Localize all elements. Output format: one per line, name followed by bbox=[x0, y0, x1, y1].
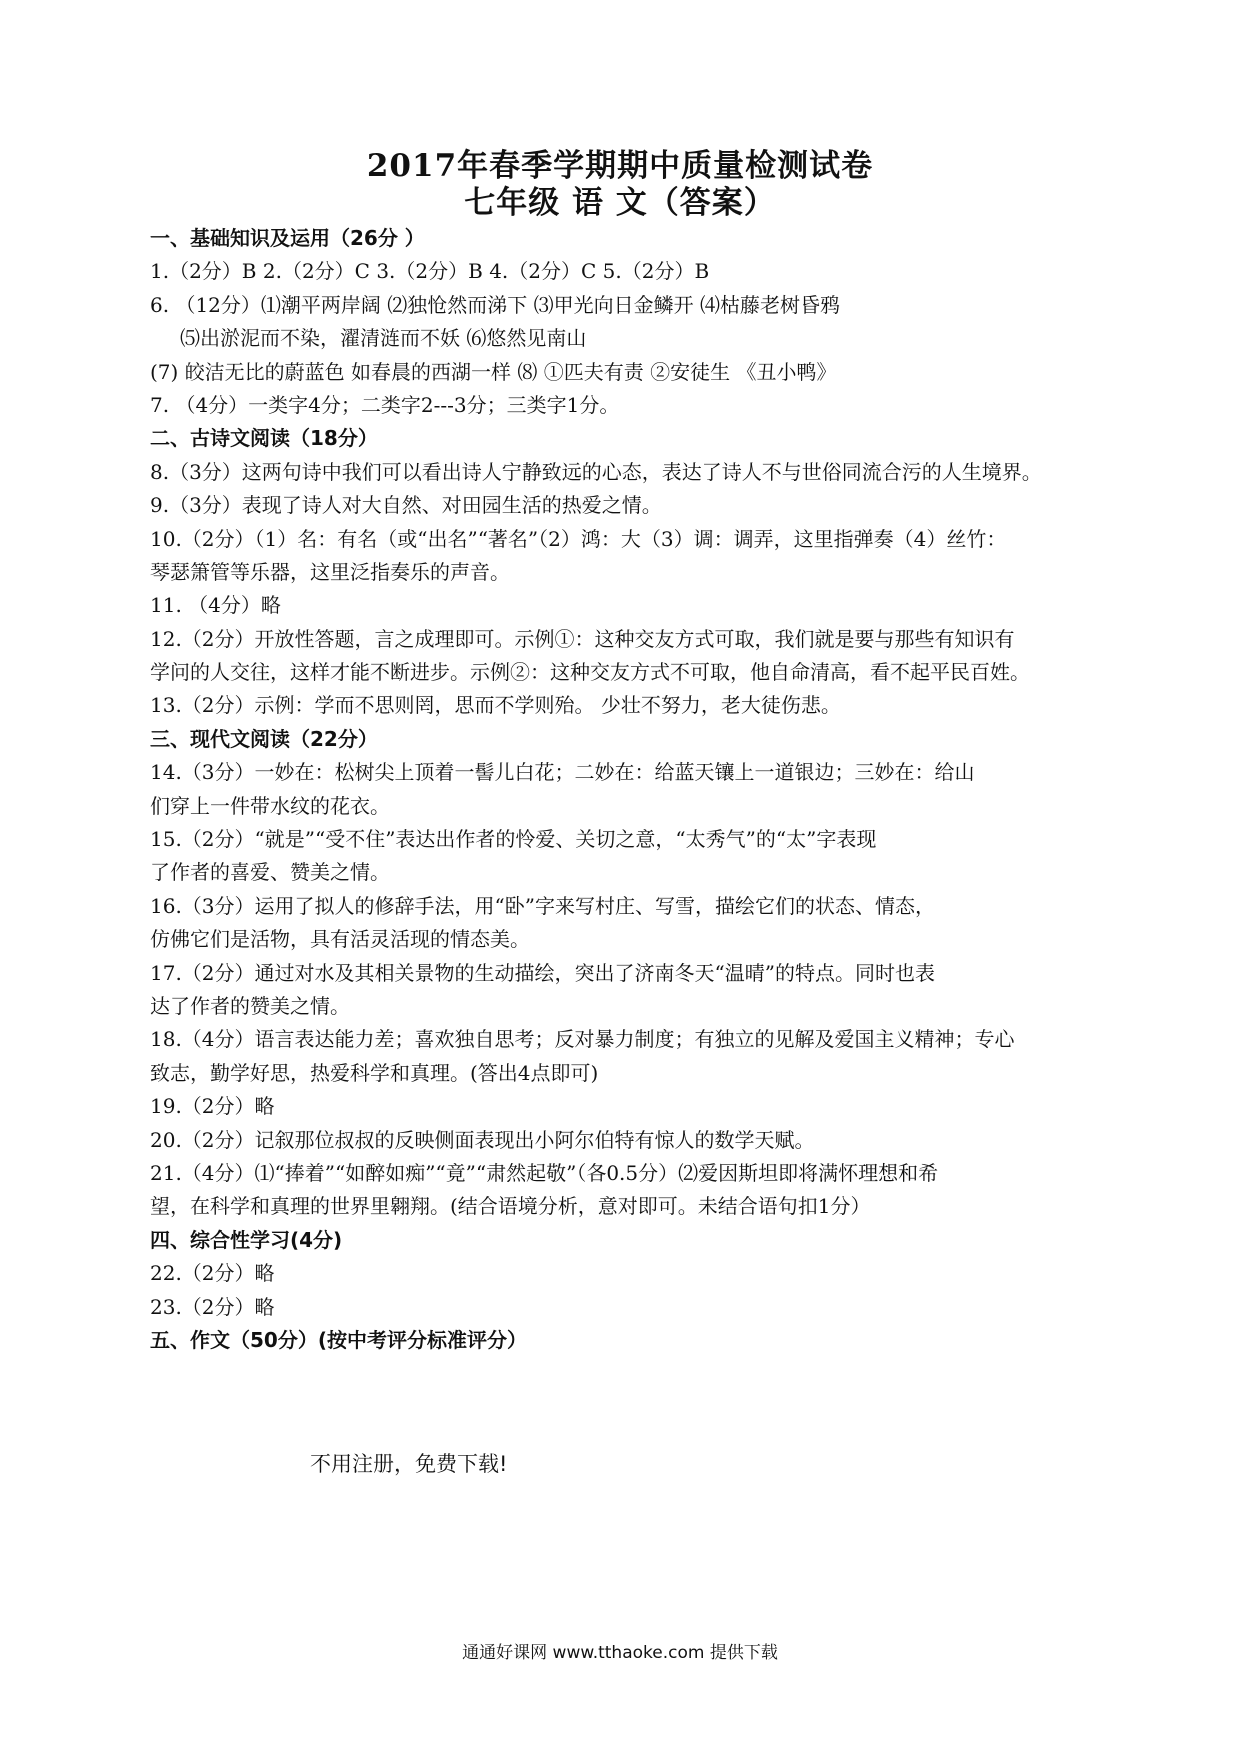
section-heading: 一、基础知识及运用（26分 ） bbox=[150, 226, 425, 250]
answer-line: 9.（3分）表现了诗人对大自然、对田园生活的热爱之情。 bbox=[150, 493, 662, 518]
answer-line: 21.（4分）⑴“捧着”“如醉如痴”“竟”“肃然起敬”（各0.5分）⑵爱因斯坦即将满怀理想和希 bbox=[150, 1160, 939, 1185]
page-footer: 通通好课网 www.tthaoke.com 提供下载 bbox=[462, 1643, 778, 1663]
section-heading: 四、综合性学习(4分) bbox=[150, 1227, 343, 1252]
answer-line: 17.（2分）通过对水及其相关景物的生动描绘，突出了济南冬天“温晴”的特点。同时也表 bbox=[150, 960, 935, 985]
answer-line: 14.（3分）一妙在：松树尖上顶着一髻儿白花；二妙在：给蓝天镶上一道银边；三妙在：给山 bbox=[150, 760, 975, 785]
section-heading: 五、作文（50分）(按中考评分标准评分） bbox=[150, 1327, 527, 1352]
answer-content bbox=[150, 222, 1100, 1357]
answer-line: 达了作者的赞美之情。 bbox=[150, 993, 350, 1018]
answer-line: 13.（2分）示例：学而不思则罔，思而不学则殆。 少壮不努力，老大徒伤悲。 bbox=[150, 693, 841, 718]
answer-line: 15.（2分）“就是”“受不住”表达出作者的怜爱、关切之意，“太秀气”的“太”字表现 bbox=[150, 827, 877, 852]
answer-line: 仿佛它们是活物，具有活灵活现的情态美。 bbox=[150, 927, 530, 952]
answer-line: 8.（3分）这两句诗中我们可以看出诗人宁静致远的心态，表达了诗人不与世俗同流合污的人生境界。 bbox=[150, 459, 1042, 484]
answer-line: 23.（2分）略 bbox=[150, 1294, 275, 1319]
answer-line: 22.（2分）略 bbox=[150, 1261, 275, 1286]
download-notice: 不用注册，免费下载! bbox=[310, 1452, 508, 1476]
answer-line: 10.（2分）（1）名：有名（或“出名”“著名”（2）鸿：大（3）调：调弄，这里指弹奏（4）丝竹： bbox=[150, 526, 1007, 551]
answer-line: 1.（2分）B 2.（2分）C 3.（2分）B 4.（2分）C 5.（2分）B bbox=[150, 259, 710, 284]
answer-line: 致志，勤学好思，热爱科学和真理。(答出4点即可) bbox=[150, 1060, 599, 1085]
answer-line: 了作者的喜爱、赞美之情。 bbox=[150, 860, 390, 885]
answer-line: 7. （4分）一类字4分；二类字2---3分；三类字1分。 bbox=[150, 392, 620, 417]
section-heading: 二、古诗文阅读（18分） bbox=[150, 426, 378, 451]
answer-line: 18.（4分）语言表达能力差；喜欢独自思考；反对暴力制度；有独立的见解及爱国主义精神；专心 bbox=[150, 1027, 1015, 1052]
section-heading: 三、现代文阅读（22分） bbox=[150, 726, 378, 751]
answer-line: 6. （12分）⑴潮平两岸阔 ⑵独怆然而涕下 ⑶甲光向日金鳞开 ⑷枯藤老树昏鸦 bbox=[150, 292, 840, 317]
answer-line: 望，在科学和真理的世界里翱翔。(结合语境分析，意对即可。未结合语句扣1分） bbox=[150, 1194, 871, 1219]
exam-subtitle: 七年级 语 文（答案） bbox=[464, 185, 776, 221]
answer-line: 学问的人交往，这样才能不断进步。示例②：这种交友方式不可取，他自命清高，看不起平民百姓。 bbox=[150, 660, 1030, 685]
answer-line: 们穿上一件带水纹的花衣。 bbox=[150, 793, 390, 818]
answer-line: 20.（2分）记叙那位叔叔的反映侧面表现出小阿尔伯特有惊人的数学天赋。 bbox=[150, 1127, 815, 1152]
answer-line: 琴瑟箫管等乐器，这里泛指奏乐的声音。 bbox=[150, 559, 510, 584]
answer-line: 19.（2分）略 bbox=[150, 1094, 275, 1119]
answer-line: (7) 皎洁无比的蔚蓝色 如春晨的西湖一样 ⑻ ①匹夫有责 ②安徒生 《丑小鸭》 bbox=[150, 359, 837, 384]
answer-line: 11. （4分）略 bbox=[150, 593, 281, 618]
title-block bbox=[0, 148, 1240, 222]
answer-line: 16.（3分）运用了拟人的修辞手法，用“卧”字来写村庄、写雪，描绘它们的状态、情态， bbox=[150, 893, 935, 918]
answer-line: 12.（2分）开放性答题，言之成理即可。示例①：这种交友方式可取，我们就是要与那些有知识有 bbox=[150, 626, 1015, 651]
answer-line: ⑸出淤泥而不染，濯清涟而不妖 ⑹悠然见南山 bbox=[180, 326, 587, 351]
exam-title: 2017年春季学期期中质量检测试卷 bbox=[366, 148, 874, 184]
